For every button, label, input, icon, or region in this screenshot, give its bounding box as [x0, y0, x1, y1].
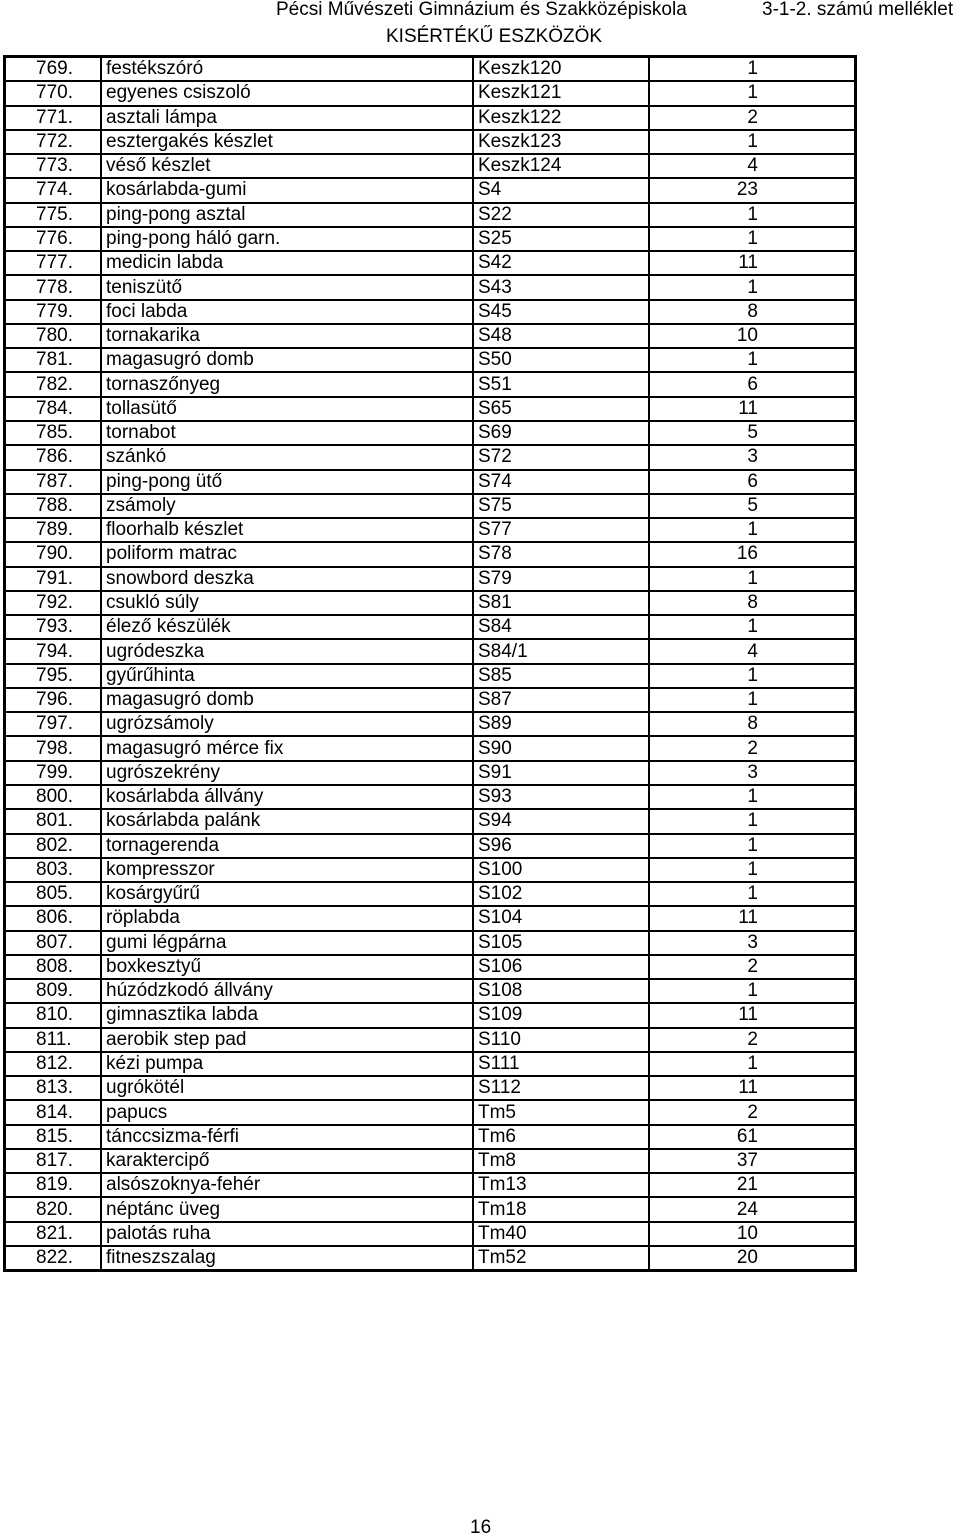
- item-code: S72: [473, 445, 649, 469]
- item-code: S111: [473, 1052, 649, 1076]
- table-row: [5, 324, 855, 348]
- school-name: Pécsi Művészeti Gimnázium és Szakközépiskola: [276, 0, 687, 20]
- item-quantity: 4: [649, 154, 855, 178]
- item-name: magasugró domb: [101, 688, 473, 712]
- item-name: egyenes csiszoló: [101, 81, 473, 105]
- row-number: 812.: [5, 1052, 101, 1076]
- item-quantity: 1: [649, 81, 855, 105]
- item-code: Keszk122: [473, 106, 649, 130]
- item-code: Tm13: [473, 1173, 649, 1197]
- item-quantity: 1: [649, 567, 855, 591]
- table-row: [5, 348, 855, 372]
- inventory-table: [4, 56, 856, 1271]
- item-name: tornagerenda: [101, 834, 473, 858]
- item-name: teniszütő: [101, 275, 473, 299]
- item-name: fitneszszalag: [101, 1246, 473, 1270]
- item-name: palotás ruha: [101, 1222, 473, 1246]
- row-number: 819.: [5, 1173, 101, 1197]
- item-quantity: 4: [649, 639, 855, 663]
- row-number: 822.: [5, 1246, 101, 1270]
- item-code: S90: [473, 736, 649, 760]
- item-code: Tm5: [473, 1100, 649, 1124]
- table-row: [5, 615, 855, 639]
- item-name: papucs: [101, 1100, 473, 1124]
- item-quantity: 6: [649, 372, 855, 396]
- item-code: Tm6: [473, 1125, 649, 1149]
- item-code: Tm8: [473, 1149, 649, 1173]
- item-quantity: 2: [649, 736, 855, 760]
- item-code: S91: [473, 761, 649, 785]
- item-quantity: 1: [649, 688, 855, 712]
- row-number: 770.: [5, 81, 101, 105]
- item-quantity: 61: [649, 1125, 855, 1149]
- item-name: ping-pong háló garn.: [101, 227, 473, 251]
- item-code: S45: [473, 300, 649, 324]
- item-code: S50: [473, 348, 649, 372]
- row-number: 791.: [5, 567, 101, 591]
- item-code: S75: [473, 494, 649, 518]
- item-quantity: 1: [649, 130, 855, 154]
- table-row: [5, 639, 855, 663]
- item-code: S77: [473, 518, 649, 542]
- item-code: S102: [473, 882, 649, 906]
- table-row: [5, 542, 855, 566]
- row-number: 772.: [5, 130, 101, 154]
- item-code: S48: [473, 324, 649, 348]
- row-number: 778.: [5, 275, 101, 299]
- table-row: [5, 1222, 855, 1246]
- item-code: S110: [473, 1028, 649, 1052]
- table-row: [5, 57, 855, 81]
- row-number: 775.: [5, 203, 101, 227]
- item-code: S89: [473, 712, 649, 736]
- item-quantity: 20: [649, 1246, 855, 1270]
- item-quantity: 1: [649, 1052, 855, 1076]
- row-number: 821.: [5, 1222, 101, 1246]
- item-name: kosárgyűrű: [101, 882, 473, 906]
- table-row: [5, 736, 855, 760]
- table-row: [5, 372, 855, 396]
- item-quantity: 1: [649, 785, 855, 809]
- item-code: Keszk120: [473, 57, 649, 81]
- row-number: 782.: [5, 372, 101, 396]
- row-number: 773.: [5, 154, 101, 178]
- item-code: S108: [473, 979, 649, 1003]
- item-name: esztergakés készlet: [101, 130, 473, 154]
- item-name: kézi pumpa: [101, 1052, 473, 1076]
- item-code: S84/1: [473, 639, 649, 663]
- item-name: kosárlabda-gumi: [101, 178, 473, 202]
- item-quantity: 16: [649, 542, 855, 566]
- item-code: S4: [473, 178, 649, 202]
- item-quantity: 1: [649, 615, 855, 639]
- item-code: Tm52: [473, 1246, 649, 1270]
- item-quantity: 2: [649, 1100, 855, 1124]
- table-row: [5, 1197, 855, 1221]
- row-number: 793.: [5, 615, 101, 639]
- item-code: S104: [473, 906, 649, 930]
- item-name: tornakarika: [101, 324, 473, 348]
- item-code: S112: [473, 1076, 649, 1100]
- item-code: S51: [473, 372, 649, 396]
- row-number: 789.: [5, 518, 101, 542]
- row-number: 774.: [5, 178, 101, 202]
- item-name: asztali lámpa: [101, 106, 473, 130]
- inventory-table-body: [5, 57, 855, 1270]
- row-number: 776.: [5, 227, 101, 251]
- row-number: 802.: [5, 834, 101, 858]
- table-row: [5, 931, 855, 955]
- item-code: S106: [473, 955, 649, 979]
- item-name: ping-pong ütő: [101, 470, 473, 494]
- item-name: floorhalb készlet: [101, 518, 473, 542]
- table-row: [5, 203, 855, 227]
- item-name: élező készülék: [101, 615, 473, 639]
- item-code: S69: [473, 421, 649, 445]
- item-quantity: 2: [649, 955, 855, 979]
- item-quantity: 1: [649, 348, 855, 372]
- item-quantity: 11: [649, 906, 855, 930]
- item-name: foci labda: [101, 300, 473, 324]
- row-number: 784.: [5, 397, 101, 421]
- row-number: 785.: [5, 421, 101, 445]
- table-row: [5, 882, 855, 906]
- table-row: [5, 518, 855, 542]
- table-row: [5, 445, 855, 469]
- item-name: ugródeszka: [101, 639, 473, 663]
- item-name: kosárlabda állvány: [101, 785, 473, 809]
- item-name: tornaszőnyeg: [101, 372, 473, 396]
- item-name: aerobik step pad: [101, 1028, 473, 1052]
- item-quantity: 1: [649, 518, 855, 542]
- item-quantity: 1: [649, 834, 855, 858]
- table-row: [5, 664, 855, 688]
- table-row: [5, 785, 855, 809]
- row-number: 794.: [5, 639, 101, 663]
- table-row: [5, 300, 855, 324]
- item-name: néptánc üveg: [101, 1197, 473, 1221]
- item-quantity: 23: [649, 178, 855, 202]
- table-row: [5, 154, 855, 178]
- row-number: 795.: [5, 664, 101, 688]
- item-code: Keszk124: [473, 154, 649, 178]
- item-quantity: 8: [649, 591, 855, 615]
- item-name: véső készlet: [101, 154, 473, 178]
- table-row: [5, 1003, 855, 1027]
- item-quantity: 11: [649, 251, 855, 275]
- item-name: ping-pong asztal: [101, 203, 473, 227]
- item-quantity: 37: [649, 1149, 855, 1173]
- item-name: ugrózsámoly: [101, 712, 473, 736]
- row-number: 779.: [5, 300, 101, 324]
- table-row: [5, 251, 855, 275]
- row-number: 788.: [5, 494, 101, 518]
- table-row: [5, 130, 855, 154]
- table-row: [5, 275, 855, 299]
- item-quantity: 1: [649, 275, 855, 299]
- document-title: KISÉRTÉKŰ ESZKÖZÖK: [386, 26, 603, 47]
- item-quantity: 11: [649, 1003, 855, 1027]
- item-name: csukló súly: [101, 591, 473, 615]
- item-code: S105: [473, 931, 649, 955]
- item-code: S42: [473, 251, 649, 275]
- table-row: [5, 1028, 855, 1052]
- item-code: S100: [473, 858, 649, 882]
- item-name: kosárlabda palánk: [101, 809, 473, 833]
- annex-label: 3-1-2. számú melléklet: [762, 0, 954, 20]
- item-code: S74: [473, 470, 649, 494]
- item-code: S22: [473, 203, 649, 227]
- item-code: S78: [473, 542, 649, 566]
- table-row: [5, 567, 855, 591]
- row-number: 800.: [5, 785, 101, 809]
- row-number: 811.: [5, 1028, 101, 1052]
- item-code: Keszk123: [473, 130, 649, 154]
- item-code: S43: [473, 275, 649, 299]
- item-quantity: 1: [649, 227, 855, 251]
- row-number: 796.: [5, 688, 101, 712]
- item-name: tornabot: [101, 421, 473, 445]
- table-row: [5, 494, 855, 518]
- row-number: 771.: [5, 106, 101, 130]
- item-name: alsószoknya-fehér: [101, 1173, 473, 1197]
- table-row: [5, 688, 855, 712]
- item-name: röplabda: [101, 906, 473, 930]
- row-number: 797.: [5, 712, 101, 736]
- row-number: 790.: [5, 542, 101, 566]
- item-name: ugrókötél: [101, 1076, 473, 1100]
- item-code: S85: [473, 664, 649, 688]
- item-name: boxkesztyű: [101, 955, 473, 979]
- item-name: poliform matrac: [101, 542, 473, 566]
- item-name: szánkó: [101, 445, 473, 469]
- row-number: 769.: [5, 57, 101, 81]
- item-code: Tm40: [473, 1222, 649, 1246]
- row-number: 781.: [5, 348, 101, 372]
- row-number: 807.: [5, 931, 101, 955]
- table-row: [5, 809, 855, 833]
- item-quantity: 24: [649, 1197, 855, 1221]
- item-name: tánccsizma-férfi: [101, 1125, 473, 1149]
- item-quantity: 1: [649, 57, 855, 81]
- item-name: magasugró domb: [101, 348, 473, 372]
- row-number: 805.: [5, 882, 101, 906]
- item-name: kompresszor: [101, 858, 473, 882]
- item-code: S109: [473, 1003, 649, 1027]
- item-code: S65: [473, 397, 649, 421]
- row-number: 787.: [5, 470, 101, 494]
- row-number: 814.: [5, 1100, 101, 1124]
- row-number: 786.: [5, 445, 101, 469]
- item-quantity: 1: [649, 203, 855, 227]
- row-number: 817.: [5, 1149, 101, 1173]
- table-row: [5, 955, 855, 979]
- table-row: [5, 1125, 855, 1149]
- item-quantity: 10: [649, 324, 855, 348]
- item-name: ugrószekrény: [101, 761, 473, 785]
- table-row: [5, 858, 855, 882]
- item-name: zsámoly: [101, 494, 473, 518]
- table-row: [5, 1246, 855, 1270]
- item-code: S93: [473, 785, 649, 809]
- item-quantity: 6: [649, 470, 855, 494]
- item-quantity: 21: [649, 1173, 855, 1197]
- item-name: snowbord deszka: [101, 567, 473, 591]
- row-number: 798.: [5, 736, 101, 760]
- item-quantity: 11: [649, 1076, 855, 1100]
- item-name: tollasütő: [101, 397, 473, 421]
- table-row: [5, 397, 855, 421]
- item-quantity: 10: [649, 1222, 855, 1246]
- item-code: Tm18: [473, 1197, 649, 1221]
- item-name: húzódzkodó állvány: [101, 979, 473, 1003]
- item-quantity: 3: [649, 931, 855, 955]
- item-quantity: 1: [649, 809, 855, 833]
- row-number: 799.: [5, 761, 101, 785]
- row-number: 810.: [5, 1003, 101, 1027]
- table-row: [5, 591, 855, 615]
- table-row: [5, 1076, 855, 1100]
- item-code: S94: [473, 809, 649, 833]
- table-row: [5, 761, 855, 785]
- row-number: 815.: [5, 1125, 101, 1149]
- item-quantity: 3: [649, 761, 855, 785]
- table-row: [5, 906, 855, 930]
- item-name: gyűrűhinta: [101, 664, 473, 688]
- table-row: [5, 470, 855, 494]
- item-code: Keszk121: [473, 81, 649, 105]
- item-code: S25: [473, 227, 649, 251]
- row-number: 806.: [5, 906, 101, 930]
- item-quantity: 8: [649, 300, 855, 324]
- item-quantity: 11: [649, 397, 855, 421]
- page-number: 16: [470, 1517, 492, 1538]
- table-row: [5, 227, 855, 251]
- row-number: 780.: [5, 324, 101, 348]
- row-number: 777.: [5, 251, 101, 275]
- table-row: [5, 979, 855, 1003]
- table-row: [5, 178, 855, 202]
- table-row: [5, 81, 855, 105]
- item-quantity: 1: [649, 882, 855, 906]
- item-name: gimnasztika labda: [101, 1003, 473, 1027]
- row-number: 803.: [5, 858, 101, 882]
- item-code: S84: [473, 615, 649, 639]
- item-name: karaktercipő: [101, 1149, 473, 1173]
- item-quantity: 2: [649, 1028, 855, 1052]
- table-row: [5, 106, 855, 130]
- table-row: [5, 421, 855, 445]
- item-quantity: 5: [649, 494, 855, 518]
- item-name: medicin labda: [101, 251, 473, 275]
- item-quantity: 8: [649, 712, 855, 736]
- row-number: 809.: [5, 979, 101, 1003]
- row-number: 808.: [5, 955, 101, 979]
- table-row: [5, 1100, 855, 1124]
- item-quantity: 3: [649, 445, 855, 469]
- item-code: S96: [473, 834, 649, 858]
- item-quantity: 2: [649, 106, 855, 130]
- item-name: gumi légpárna: [101, 931, 473, 955]
- item-quantity: 1: [649, 858, 855, 882]
- item-quantity: 1: [649, 664, 855, 688]
- row-number: 801.: [5, 809, 101, 833]
- table-row: [5, 1052, 855, 1076]
- table-row: [5, 1173, 855, 1197]
- row-number: 792.: [5, 591, 101, 615]
- item-name: festékszóró: [101, 57, 473, 81]
- row-number: 813.: [5, 1076, 101, 1100]
- table-row: [5, 1149, 855, 1173]
- table-row: [5, 712, 855, 736]
- item-quantity: 1: [649, 979, 855, 1003]
- row-number: 820.: [5, 1197, 101, 1221]
- item-code: S87: [473, 688, 649, 712]
- item-name: magasugró mérce fix: [101, 736, 473, 760]
- item-code: S79: [473, 567, 649, 591]
- table-row: [5, 834, 855, 858]
- item-code: S81: [473, 591, 649, 615]
- item-quantity: 5: [649, 421, 855, 445]
